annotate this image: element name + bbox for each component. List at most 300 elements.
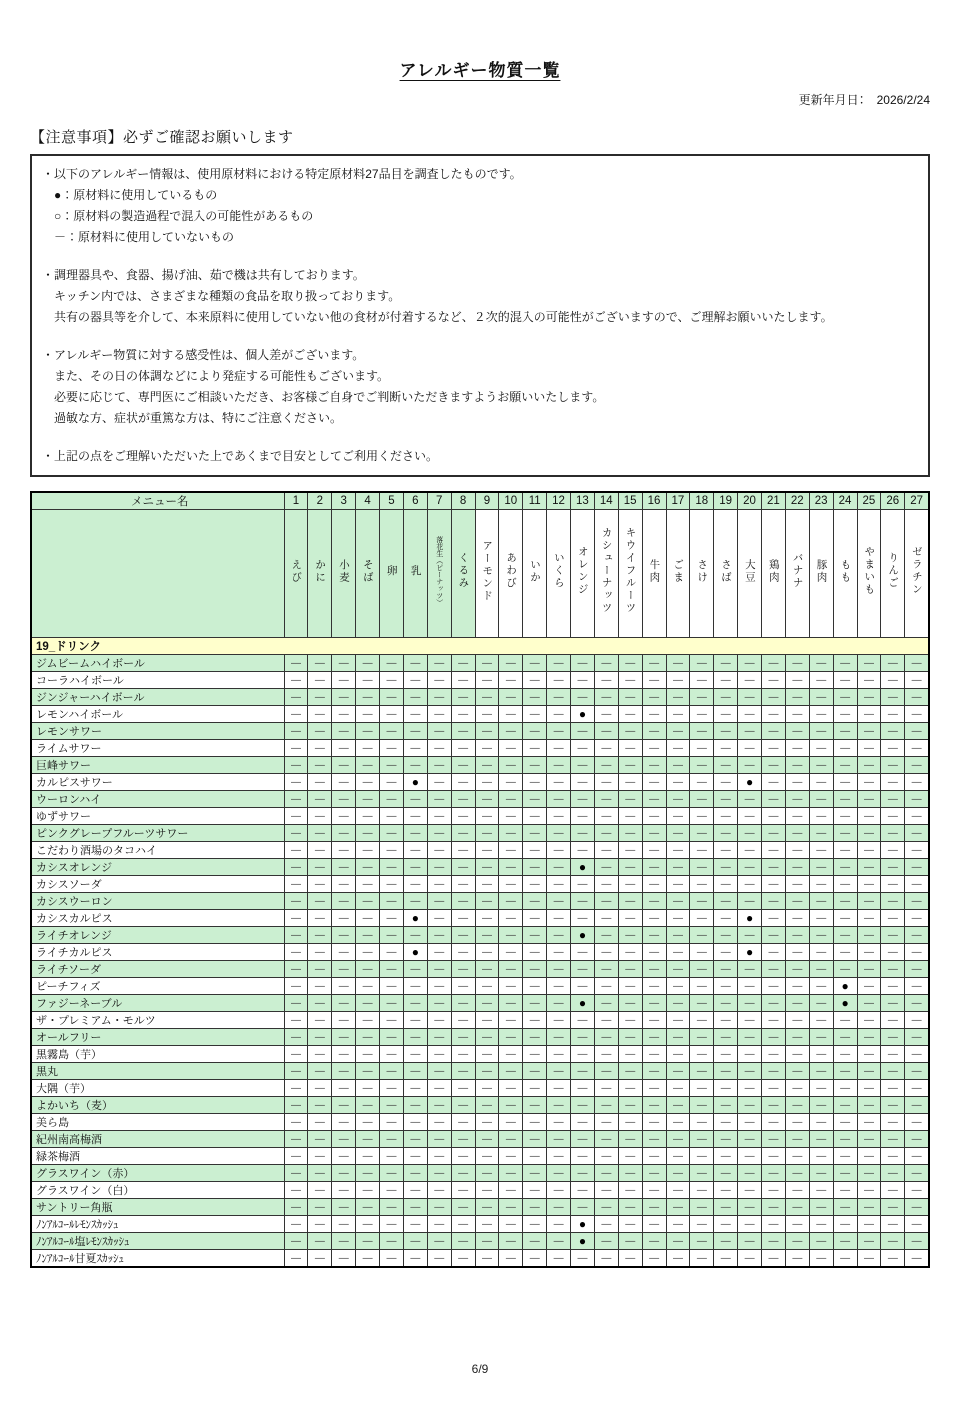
allergen-mark-cell: — [547,1250,571,1268]
allergen-mark-cell: — [809,1114,833,1131]
allergen-mark-cell: — [571,1199,595,1216]
allergen-mark-cell: — [690,1063,714,1080]
allergen-mark-cell: — [427,910,451,927]
allergen-mark-cell: — [499,1199,523,1216]
allergen-mark-cell: — [547,825,571,842]
allergen-mark-cell: — [523,1165,547,1182]
allergen-mark-cell: — [451,1029,475,1046]
allergen-mark-cell: — [642,774,666,791]
allergen-mark-cell: — [571,910,595,927]
allergen-mark-cell: — [547,893,571,910]
allergen-mark-cell: — [666,1182,690,1199]
allergen-mark-cell: — [427,1063,451,1080]
allergen-mark-cell: — [666,859,690,876]
allergen-mark-cell: — [284,740,308,757]
allergen-mark-cell: — [881,927,905,944]
allergen-mark-cell: — [571,961,595,978]
allergen-mark-cell: — [523,1063,547,1080]
allergen-mark-cell: — [642,995,666,1012]
notice-line [42,248,918,265]
allergen-mark-cell: — [523,1097,547,1114]
allergen-mark-cell: — [475,808,499,825]
allergen-mark-cell: — [332,1114,356,1131]
allergen-mark-cell: — [857,1165,881,1182]
column-number-cell: 2 [308,492,332,510]
allergen-mark-cell: — [881,1131,905,1148]
allergen-mark-cell: — [762,893,786,910]
allergen-mark-cell: — [475,859,499,876]
allergen-mark-cell: — [881,1046,905,1063]
menu-name-header-cell: メニュー名 [31,492,284,510]
allergen-mark-cell: — [499,825,523,842]
allergen-mark-cell: — [308,927,332,944]
menu-row [31,723,929,740]
allergen-mark-cell: — [403,689,427,706]
menu-row [31,1097,929,1114]
allergen-mark-cell: — [762,1046,786,1063]
allergen-mark-cell: — [427,944,451,961]
allergen-mark-cell: — [642,706,666,723]
allergen-mark-cell: — [547,1165,571,1182]
allergen-mark-cell: — [738,961,762,978]
allergen-mark-cell: — [547,1216,571,1233]
allergen-mark-cell: — [690,978,714,995]
allergen-mark-cell: — [332,927,356,944]
allergen-mark-cell: — [833,723,857,740]
allergen-mark-cell: — [857,910,881,927]
allergen-mark-cell: — [332,961,356,978]
allergen-mark-cell: — [475,927,499,944]
allergen-mark-cell: — [571,978,595,995]
allergen-mark-cell: ● [571,927,595,944]
menu-name-cell: ﾉﾝｱﾙｺｰﾙﾚﾓﾝｽｶｯｼｭ [31,1216,284,1233]
allergen-mark-cell: — [332,893,356,910]
allergen-mark-cell: — [690,1029,714,1046]
allergen-mark-cell: — [881,706,905,723]
allergen-mark-cell: — [618,1165,642,1182]
allergen-mark-cell: — [403,655,427,672]
allergen-mark-cell: — [499,774,523,791]
allergen-header-cell [785,510,809,638]
allergen-mark-cell: — [594,655,618,672]
allergen-mark-cell: — [833,740,857,757]
allergen-mark-cell: — [547,689,571,706]
allergen-mark-cell: — [738,808,762,825]
allergen-mark-cell: — [284,842,308,859]
allergen-mark-cell: — [905,825,929,842]
allergen-mark-cell: — [738,1199,762,1216]
allergen-mark-cell: — [356,825,380,842]
allergen-mark-cell: — [881,1182,905,1199]
menu-row [31,1199,929,1216]
allergen-mark-cell: — [451,1148,475,1165]
allergen-mark-cell: — [356,1114,380,1131]
allergen-mark-cell: — [499,757,523,774]
allergen-mark-cell: — [499,1080,523,1097]
allergen-mark-cell: — [547,757,571,774]
allergen-mark-cell: — [403,757,427,774]
allergen-header-cell [427,510,451,638]
allergen-mark-cell: — [762,791,786,808]
allergen-mark-cell: — [332,740,356,757]
notice-line: 必要に応じて、専門医にご相談いただき、お客様ご自身でご判断いただきますようお願いいたします。 [42,390,605,404]
allergen-mark-cell: — [523,1199,547,1216]
allergen-mark-cell: — [523,995,547,1012]
allergen-mark-cell: — [403,842,427,859]
menu-row [31,774,929,791]
allergen-mark-cell: — [809,1080,833,1097]
allergen-mark-cell: — [332,655,356,672]
allergen-mark-cell: — [642,1250,666,1268]
allergen-mark-cell: — [356,689,380,706]
allergen-mark-cell: — [714,1165,738,1182]
allergen-mark-cell: — [738,1046,762,1063]
menu-row [31,1046,929,1063]
allergen-mark-cell: — [857,1114,881,1131]
allergen-mark-cell: — [427,1148,451,1165]
allergen-mark-cell: — [881,808,905,825]
allergen-mark-cell: — [403,893,427,910]
allergen-mark-cell: — [738,825,762,842]
allergen-mark-cell: — [594,1029,618,1046]
allergen-mark-cell: — [594,1165,618,1182]
allergen-mark-cell: — [571,876,595,893]
allergen-mark-cell: — [308,1216,332,1233]
allergen-mark-cell: — [427,893,451,910]
allergen-mark-cell: — [380,1114,404,1131]
allergen-mark-cell: — [356,1097,380,1114]
menu-row [31,740,929,757]
allergen-mark-cell: ● [833,978,857,995]
allergen-mark-cell: — [499,791,523,808]
allergen-mark-cell: — [571,842,595,859]
allergen-mark-cell: — [284,995,308,1012]
allergen-mark-cell: — [356,1046,380,1063]
allergen-mark-cell: — [618,757,642,774]
allergen-mark-cell: — [857,995,881,1012]
allergen-mark-cell: — [403,995,427,1012]
allergen-mark-cell: — [833,1012,857,1029]
allergen-mark-cell: — [451,1080,475,1097]
allergen-mark-cell: — [356,1012,380,1029]
menu-name-cell: グラスワイン（赤） [31,1165,284,1182]
allergen-mark-cell: — [881,1250,905,1268]
allergen-mark-cell: — [642,944,666,961]
allergen-mark-cell: — [762,1097,786,1114]
allergen-mark-cell: — [451,723,475,740]
page-title: アレルギー物質一覧 [399,61,561,80]
allergen-mark-cell: — [714,740,738,757]
allergen-mark-cell: — [785,876,809,893]
allergen-mark-cell: — [905,1216,929,1233]
allergen-mark-cell: — [809,876,833,893]
allergen-mark-cell: — [833,655,857,672]
allergen-mark-cell: — [762,689,786,706]
allergen-mark-cell: — [809,1233,833,1250]
allergen-mark-cell: — [451,927,475,944]
allergen-mark-cell: — [738,995,762,1012]
allergen-mark-cell: — [881,1199,905,1216]
updated-date: 更新年月日： 2026/2/24 [798,93,930,107]
allergen-mark-cell: — [284,1182,308,1199]
allergen-mark-cell: — [356,791,380,808]
menu-row [31,995,929,1012]
allergen-mark-cell: — [785,1165,809,1182]
allergen-mark-cell: — [666,689,690,706]
allergen-mark-cell: — [403,1182,427,1199]
allergen-mark-cell: — [499,1046,523,1063]
allergen-mark-cell: — [594,961,618,978]
menu-row [31,1080,929,1097]
allergen-mark-cell: — [594,1046,618,1063]
allergen-mark-cell: — [308,1233,332,1250]
allergen-mark-cell: — [809,655,833,672]
allergen-mark-cell: — [666,655,690,672]
allergen-header-cell [833,510,857,638]
allergen-mark-cell: — [308,774,332,791]
menu-row [31,1233,929,1250]
allergen-mark-cell: — [499,1148,523,1165]
allergen-mark-cell: — [547,995,571,1012]
allergen-mark-cell: — [714,1131,738,1148]
allergen-mark-cell: — [905,1012,929,1029]
allergen-mark-cell: — [571,1165,595,1182]
allergen-mark-cell: — [690,1250,714,1268]
allergen-mark-cell: — [857,1233,881,1250]
allergen-mark-cell: — [380,927,404,944]
allergen-mark-cell: — [308,655,332,672]
allergen-mark-cell: — [356,1199,380,1216]
allergen-label: 豚肉 [815,558,828,584]
allergen-mark-cell: — [523,740,547,757]
menu-name-cell: 美ら島 [31,1114,284,1131]
allergen-mark-cell: — [785,1029,809,1046]
allergen-mark-cell: — [809,689,833,706]
allergen-mark-cell: — [308,1250,332,1268]
allergen-label: 小麦 [337,558,350,584]
allergen-mark-cell: — [666,1080,690,1097]
allergen-mark-cell: — [785,1182,809,1199]
allergen-mark-cell: — [523,859,547,876]
menu-row [31,1250,929,1268]
allergen-mark-cell: — [356,910,380,927]
allergen-mark-cell: — [666,1046,690,1063]
allergen-mark-cell: — [475,1012,499,1029]
allergen-mark-cell: — [308,757,332,774]
allergen-mark-cell: — [881,1063,905,1080]
allergen-mark-cell: — [451,1199,475,1216]
notice-line: －：原材料に使用していないもの [42,230,235,244]
allergen-mark-cell: — [475,1233,499,1250]
allergen-mark-cell: — [427,1080,451,1097]
allergen-mark-cell: — [547,1199,571,1216]
allergen-mark-cell: — [403,1131,427,1148]
allergen-mark-cell: — [380,1063,404,1080]
allergen-label: ごま [672,558,685,584]
allergen-mark-cell: — [475,1097,499,1114]
allergen-mark-cell: — [809,961,833,978]
allergen-header-cell [905,510,929,638]
allergen-mark-cell: — [666,910,690,927]
allergen-mark-cell: — [905,1250,929,1268]
allergen-mark-cell: — [762,808,786,825]
allergen-mark-cell: — [571,655,595,672]
allergen-mark-cell: — [833,910,857,927]
allergen-mark-cell: — [594,1216,618,1233]
allergen-mark-cell: — [308,995,332,1012]
allergen-mark-cell: — [427,1233,451,1250]
allergen-mark-cell: — [308,706,332,723]
allergen-mark-cell: — [308,689,332,706]
allergen-mark-cell: — [403,876,427,893]
allergen-mark-cell: — [499,706,523,723]
allergen-mark-cell: — [594,757,618,774]
allergen-mark-cell: — [905,910,929,927]
allergen-mark-cell: — [785,995,809,1012]
allergen-mark-cell: — [594,1250,618,1268]
allergen-mark-cell: — [714,1063,738,1080]
allergen-mark-cell: — [833,1063,857,1080]
allergen-mark-cell: — [571,893,595,910]
allergen-mark-cell: — [594,689,618,706]
allergen-mark-cell: — [284,859,308,876]
notice-line: 共有の器具等を介して、本来原料に使用していない他の食材が付着するなど、２次的混入の可能性がございますので、ご理解お願いいたします。 [42,310,833,324]
allergen-mark-cell: — [594,859,618,876]
allergen-mark-cell: — [451,791,475,808]
allergen-mark-cell: — [594,1199,618,1216]
allergen-mark-cell: — [547,1046,571,1063]
allergen-mark-cell: — [284,1131,308,1148]
allergen-header-cell [809,510,833,638]
allergen-mark-cell: — [523,655,547,672]
allergen-mark-cell: — [618,1233,642,1250]
allergen-mark-cell: — [356,706,380,723]
allergen-mark-cell: — [833,1080,857,1097]
allergen-mark-cell: — [618,1080,642,1097]
allergen-mark-cell: — [427,859,451,876]
allergen-mark-cell: — [332,1080,356,1097]
allergen-mark-cell: — [523,723,547,740]
allergen-mark-cell: — [881,672,905,689]
allergen-mark-cell: — [451,1063,475,1080]
menu-name-cell: カルピスサワー [31,774,284,791]
allergen-mark-cell: ● [403,910,427,927]
allergen-label: 牛肉 [648,558,661,584]
allergen-mark-cell: — [881,910,905,927]
allergen-mark-cell: — [284,825,308,842]
notice-line: ○：原材料の製造過程で混入の可能性があるもの [42,209,314,223]
allergen-mark-cell: — [762,1165,786,1182]
allergen-mark-cell: — [833,1216,857,1233]
allergen-mark-cell: — [547,706,571,723]
allergen-header-cell [618,510,642,638]
allergen-mark-cell: — [905,1114,929,1131]
allergen-mark-cell: — [666,825,690,842]
allergen-mark-cell: — [427,961,451,978]
allergen-mark-cell: — [714,706,738,723]
allergen-mark-cell: — [427,672,451,689]
allergen-mark-cell: — [308,1165,332,1182]
allergen-mark-cell: — [594,825,618,842]
allergen-mark-cell: — [475,774,499,791]
allergen-mark-cell: — [571,1131,595,1148]
allergen-mark-cell: — [547,1114,571,1131]
allergen-mark-cell: — [380,808,404,825]
allergen-mark-cell: — [380,944,404,961]
allergen-mark-cell: — [571,1114,595,1131]
allergen-mark-cell: — [332,774,356,791]
allergen-mark-cell: — [499,1233,523,1250]
allergen-mark-cell: — [427,1012,451,1029]
allergen-mark-cell: — [571,740,595,757]
allergen-mark-cell: — [427,978,451,995]
allergen-header-cell [690,510,714,638]
allergen-mark-cell: — [857,893,881,910]
allergen-mark-cell: — [785,825,809,842]
column-number-cell: 7 [427,492,451,510]
allergen-mark-cell: — [451,740,475,757]
allergen-mark-cell: — [356,1131,380,1148]
allergen-mark-cell: — [356,1216,380,1233]
allergen-mark-cell: — [571,1250,595,1268]
allergen-mark-cell: — [499,876,523,893]
allergen-mark-cell: — [332,842,356,859]
allergen-mark-cell: — [666,1097,690,1114]
allergen-mark-cell: — [571,1029,595,1046]
allergen-mark-cell: — [332,723,356,740]
allergen-mark-cell: — [833,1097,857,1114]
allergen-mark-cell: — [785,1131,809,1148]
allergen-mark-cell: — [642,1148,666,1165]
allergen-mark-cell: — [380,1216,404,1233]
allergen-mark-cell: — [332,825,356,842]
allergen-mark-cell: — [499,859,523,876]
column-number-cell: 10 [499,492,523,510]
allergen-mark-cell: ● [571,995,595,1012]
allergen-mark-cell: — [356,961,380,978]
menu-row [31,944,929,961]
allergen-mark-cell: — [690,1233,714,1250]
allergen-mark-cell: — [380,791,404,808]
allergen-mark-cell: — [594,1182,618,1199]
allergen-mark-cell: — [642,910,666,927]
allergen-mark-cell: — [714,893,738,910]
allergen-mark-cell: — [380,740,404,757]
allergen-mark-cell: — [857,740,881,757]
allergen-mark-cell: — [642,1199,666,1216]
menu-row [31,876,929,893]
allergen-mark-cell: — [523,1080,547,1097]
allergen-mark-cell: — [380,859,404,876]
allergen-mark-cell: — [284,1063,308,1080]
menu-row [31,808,929,825]
allergen-mark-cell: — [642,757,666,774]
allergen-mark-cell: — [594,723,618,740]
allergen-mark-cell: — [857,1199,881,1216]
allergen-mark-cell: — [451,876,475,893]
allergen-mark-cell: — [451,893,475,910]
allergen-mark-cell: — [666,1199,690,1216]
allergen-mark-cell: — [332,1148,356,1165]
allergen-mark-cell: — [666,842,690,859]
allergen-mark-cell: — [905,842,929,859]
allergen-mark-cell: — [762,876,786,893]
allergen-mark-cell: — [618,876,642,893]
allergen-mark-cell: — [547,808,571,825]
allergen-mark-cell: — [451,978,475,995]
allergen-mark-cell: — [690,910,714,927]
allergen-mark-cell: — [475,791,499,808]
